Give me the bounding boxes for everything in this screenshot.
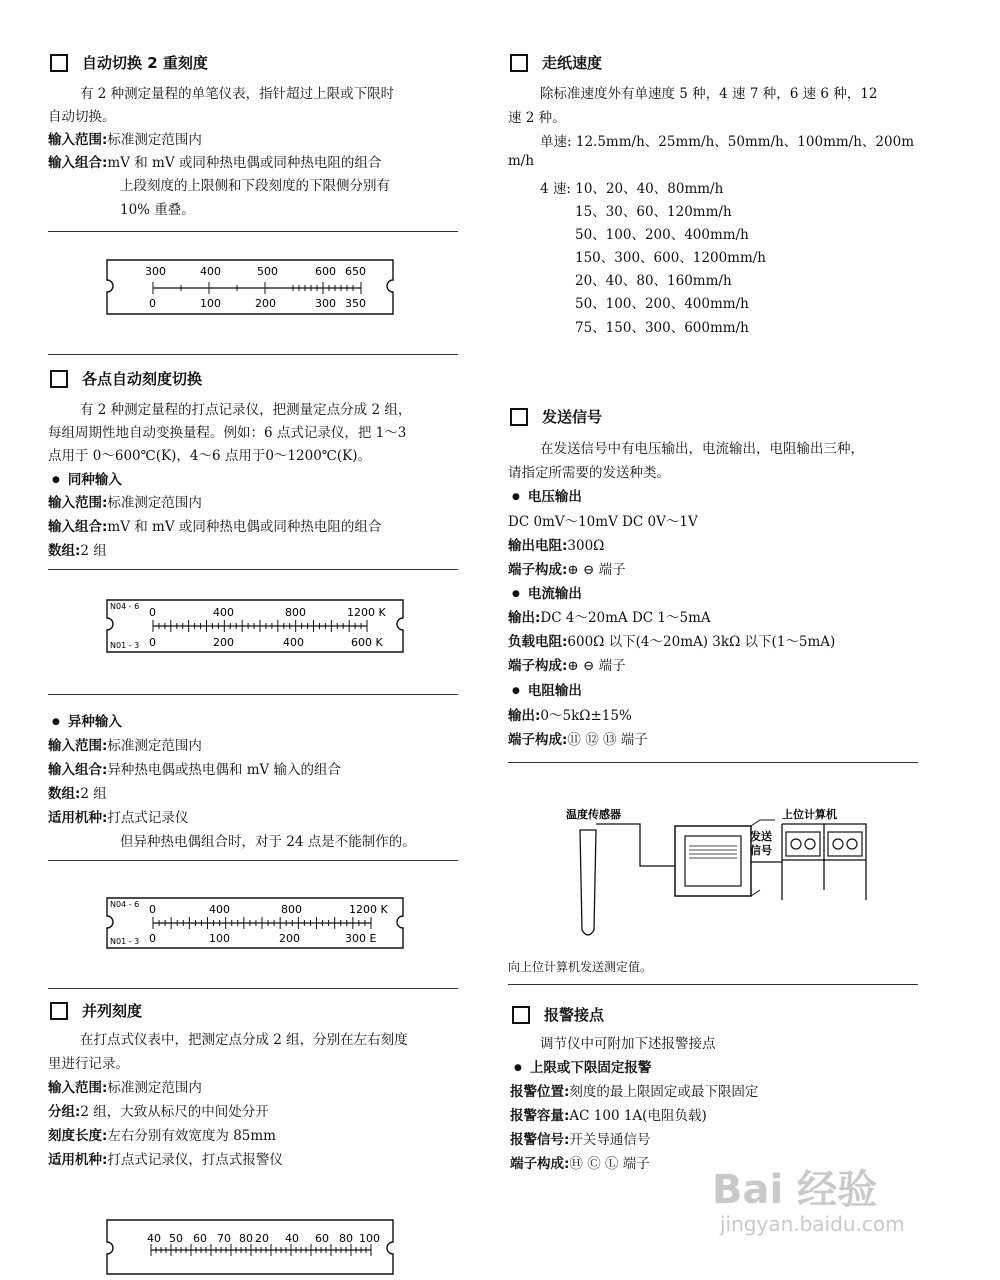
divider xyxy=(48,231,458,232)
divider xyxy=(48,354,458,355)
spec-row: 端子构成:⊕ ⊖ 端子 xyxy=(508,658,626,674)
paragraph: 请指定所需要的发送种类。 xyxy=(508,465,670,481)
spec-row: 输入组合:异种热电偶或热电偶和 mV 输入的组合 xyxy=(48,762,342,778)
spec-row: 输入范围:标准测定范围内 xyxy=(48,1080,202,1096)
scale-label: 600 K xyxy=(351,636,383,649)
scale-label: 800 xyxy=(281,903,302,916)
section-heading-dual-scale xyxy=(50,52,208,73)
watermark-logo: Bai 经验 xyxy=(712,1167,878,1213)
speed-row: 20、40、80、160mm/h xyxy=(575,273,732,289)
checkbox-icon xyxy=(50,370,68,388)
scale-label: 0 xyxy=(149,903,156,916)
auto-switch-scale-diagram xyxy=(105,598,405,654)
scale-label: 0 xyxy=(149,932,156,945)
checkbox-icon xyxy=(510,54,528,72)
sensor-icon xyxy=(580,830,596,935)
spec-row: 负载电阻:600Ω 以下(4～20mA) 3kΩ 以下(1～5mA) xyxy=(508,634,836,650)
paragraph: 但异种热电偶组合时，对于 24 点是不能制作的。 xyxy=(120,834,416,850)
divider xyxy=(48,988,458,989)
spec-row: 端子构成:⑪ ⑫ ⑬ 端子 xyxy=(508,732,648,748)
spec-row: 数组:2 组 xyxy=(48,543,107,559)
signal-label: 信号 xyxy=(750,844,772,857)
scale-label: 50 xyxy=(169,1232,183,1245)
checkbox-icon xyxy=(50,54,68,72)
diagram-caption: 向上位计算机发送测定值。 xyxy=(508,960,653,974)
divider xyxy=(508,984,918,985)
diff-input-scale-diagram xyxy=(105,896,405,950)
spec-row: 刻度长度:左右分别有效宽度为 85mm xyxy=(48,1128,276,1144)
scale-label: 1200 K xyxy=(349,903,388,916)
checkbox-icon xyxy=(50,1002,68,1020)
paragraph: m/h xyxy=(508,153,535,169)
dual-scale-diagram xyxy=(105,258,395,316)
paragraph: 在打点式仪表中，把测定点分成 2 组，分别在左右刻度 xyxy=(80,1032,408,1048)
bullet-heading: ● 电压输出 xyxy=(512,485,582,505)
heading-text: 报警接点 xyxy=(544,1006,605,1024)
paragraph: 有 2 种测定量程的单笔仪表，指针超过上限或下限时 xyxy=(80,86,395,102)
heading-text: 发送信号 xyxy=(542,408,603,426)
heading-text: 自动切换 2 重刻度 xyxy=(82,54,208,72)
paragraph: 上段刻度的上限侧和下段刻度的下限侧分别有 xyxy=(120,178,390,194)
scale-tag: N01 - 3 xyxy=(110,641,140,650)
spec-row: 适用机种:打点式记录仪，打点式报警仪 xyxy=(48,1152,283,1168)
scale-label: 80 xyxy=(239,1232,253,1245)
scale-label: 300 E xyxy=(345,932,377,945)
scale-label: 800 xyxy=(285,606,306,619)
section-heading-alarm-contact xyxy=(512,1004,604,1025)
spec-row: 输入组合:mV 和 mV 或同种热电偶或同种热电阻的组合 xyxy=(48,155,382,171)
bullet-heading: ● 同种输入 xyxy=(52,468,122,488)
scale-label: 0 xyxy=(149,297,156,310)
paragraph: 速 2 种。 xyxy=(508,110,566,126)
paragraph: 点用于 0～600℃(K)，4～6 点用于0～1200℃(K)。 xyxy=(48,448,372,464)
scale-label: 20 xyxy=(255,1232,269,1245)
scale-label: 60 xyxy=(315,1232,329,1245)
divider xyxy=(48,860,458,861)
bullet-heading: ● 上限或下限固定报警 xyxy=(514,1056,651,1076)
scale-label: 300 xyxy=(145,265,166,278)
section-heading-transmit-signal xyxy=(510,406,602,427)
scale-label: 350 xyxy=(345,297,366,310)
paragraph: 自动切换。 xyxy=(48,109,116,125)
scale-tag: N01 - 3 xyxy=(110,937,140,946)
scale-label: 1200 K xyxy=(347,606,386,619)
scale-label: 300 xyxy=(315,297,336,310)
speed-row: 50、100、200、400mm/h xyxy=(575,296,749,312)
paragraph: 调节仪中可附加下述报警接点 xyxy=(540,1036,716,1052)
spec-row: 报警位置:刻度的最上限固定或最下限固定 xyxy=(510,1084,759,1100)
scale-label: 500 xyxy=(257,265,278,278)
scale-label: 400 xyxy=(213,606,234,619)
spec-row: DC 0mV～10mV DC 0V～1V xyxy=(508,514,698,530)
paragraph: 10% 重叠。 xyxy=(120,202,195,218)
parallel-scale-diagram xyxy=(105,1218,395,1276)
spec-row: 输出:DC 4～20mA DC 1～5mA xyxy=(508,610,711,626)
speed-row: 75、150、300、600mm/h xyxy=(575,320,749,336)
heading-text: 各点自动刻度切换 xyxy=(82,370,203,388)
sensor-label: 温度传感器 xyxy=(566,808,621,821)
scale-label: 70 xyxy=(217,1232,231,1245)
scale-label: 40 xyxy=(285,1232,299,1245)
scale-label: 400 xyxy=(283,636,304,649)
paragraph: 在发送信号中有电压输出，电流输出，电阻输出三种， xyxy=(540,441,864,457)
computer-label: 上位计算机 xyxy=(782,808,837,821)
scale-label: 0 xyxy=(149,606,156,619)
scale-label: 100 xyxy=(200,297,221,310)
scale-label: 400 xyxy=(200,265,221,278)
scale-label: 40 xyxy=(147,1232,161,1245)
scale-tag: N04 - 6 xyxy=(110,602,140,611)
scale-label: 60 xyxy=(193,1232,207,1245)
scale-label: 400 xyxy=(209,903,230,916)
spec-row: 4 速: 10、20、40、80mm/h xyxy=(540,181,724,197)
spec-row: 端子构成:Ⓗ Ⓒ Ⓛ 端子 xyxy=(510,1156,650,1172)
spec-row: 输入组合:mV 和 mV 或同种热电偶或同种热电阻的组合 xyxy=(48,519,382,535)
checkbox-icon xyxy=(510,408,528,426)
scale-label: 80 xyxy=(339,1232,353,1245)
bullet-heading: ● 电阻输出 xyxy=(512,679,582,699)
signal-label: 发送 xyxy=(750,830,772,843)
watermark-url: jingyan.baidu.com xyxy=(720,1212,905,1236)
scale-label: 600 xyxy=(315,265,336,278)
spec-row: 输出:0～5kΩ±15% xyxy=(508,708,632,724)
divider xyxy=(48,569,458,570)
spec-row: 报警容量:AC 100 1A(电阻负载) xyxy=(510,1108,707,1124)
section-heading-paper-speed xyxy=(510,52,602,73)
scale-label: 0 xyxy=(149,636,156,649)
paragraph: 每组周期性地自动变换量程。例如：6 点式记录仪，把 1～3 xyxy=(48,425,407,441)
bullet-heading: ● 异种输入 xyxy=(52,710,122,730)
spec-row: 输出电阻:300Ω xyxy=(508,538,605,554)
scale-label: 100 xyxy=(209,932,230,945)
scale-label: 100 xyxy=(359,1232,380,1245)
spec-row: 分组:2 组，大致从标尺的中间处分开 xyxy=(48,1104,269,1120)
speed-row: 15、30、60、120mm/h xyxy=(575,204,732,220)
spec-row: 数组:2 组 xyxy=(48,786,107,802)
section-heading-parallel-scale xyxy=(50,1000,142,1021)
spec-row: 端子构成:⊕ ⊖ 端子 xyxy=(508,562,626,578)
paragraph: 有 2 种测定量程的打点记录仪，把测量定点分成 2 组， xyxy=(80,402,412,418)
heading-text: 并列刻度 xyxy=(82,1002,143,1020)
signal-diagram xyxy=(560,800,880,950)
divider xyxy=(508,762,918,763)
spec-row: 输入范围:标准测定范围内 xyxy=(48,495,202,511)
paragraph: 里进行记录。 xyxy=(48,1056,129,1072)
speed-row: 150、300、600、1200mm/h xyxy=(575,250,767,266)
paragraph: 除标准速度外有单速度 5 种，4 速 7 种，6 速 6 种，12 xyxy=(540,86,878,102)
section-heading-auto-switch xyxy=(50,368,202,389)
bullet-heading: ● 电流输出 xyxy=(512,582,582,602)
scale-label: 650 xyxy=(345,265,366,278)
scale-label: 200 xyxy=(213,636,234,649)
spec-row: 输入范围:标准测定范围内 xyxy=(48,738,202,754)
checkbox-icon xyxy=(512,1006,530,1024)
heading-text: 走纸速度 xyxy=(542,54,603,72)
scale-label: 200 xyxy=(279,932,300,945)
spec-row: 适用机种:打点式记录仪 xyxy=(48,810,189,826)
computer-icon xyxy=(782,824,866,900)
speed-row: 50、100、200、400mm/h xyxy=(575,227,749,243)
spec-row: 输入范围:标准测定范围内 xyxy=(48,132,202,148)
spec-row: 单速: 12.5mm/h、25mm/h、50mm/h、100mm/h、200m xyxy=(540,134,914,150)
divider xyxy=(48,694,458,695)
scale-label: 200 xyxy=(255,297,276,310)
scale-tag: N04 - 6 xyxy=(110,900,140,909)
spec-row: 报警信号:开关导通信号 xyxy=(510,1132,651,1148)
